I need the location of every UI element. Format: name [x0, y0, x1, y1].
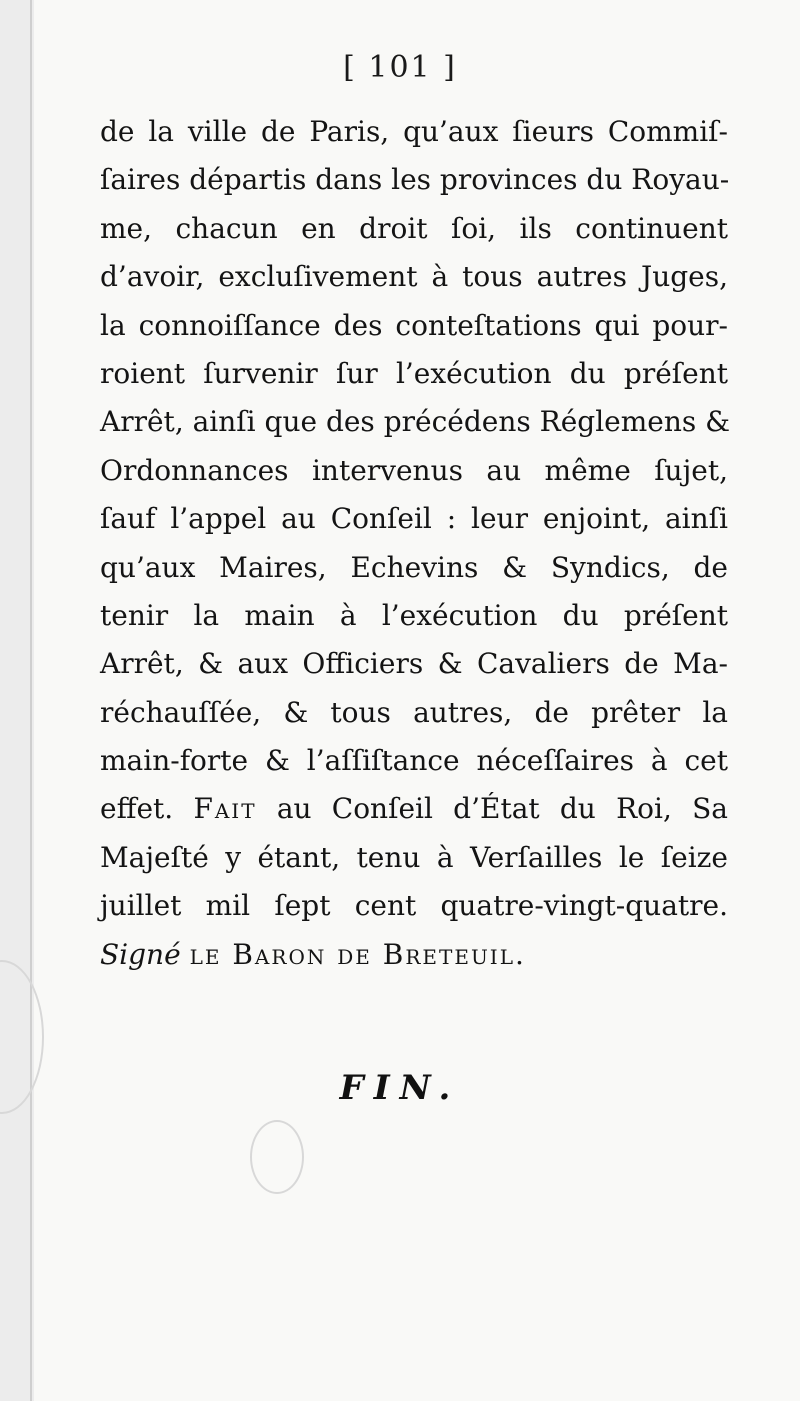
- signatory-name: le Baron de Breteuil.: [189, 937, 526, 971]
- text-line-13: réchauſſée, & tous autres, de prêter la: [100, 695, 728, 729]
- text-line-6: roient ſurvenir ſur l’exécution du préſent: [100, 356, 728, 390]
- text-line-16: Majeſté y étant, tenu à Verſailles le ſeize: [100, 840, 728, 874]
- line15-pre: effet.: [100, 792, 174, 826]
- fait-word: Fait: [193, 792, 257, 826]
- text-line-7: Arrêt, ainſi que des précédens Réglemens &: [100, 405, 731, 439]
- text-line-8: Ordonnances intervenus au même ſujet,: [100, 453, 728, 487]
- page-number: [ 101 ]: [343, 50, 457, 85]
- text-line-14: main-forte & l’aſſiſtance néceſſaires à cet: [100, 744, 728, 778]
- text-line-9: ſauf l’appel au Conſeil : leur enjoint, ainſi: [100, 502, 728, 536]
- text-line-17: juillet mil ſept cent quatre-vingt-quatre.: [100, 889, 728, 923]
- gutter-line: [30, 0, 32, 1401]
- text-line-11: tenir la main à l’exécution du préſent: [100, 598, 728, 632]
- signature-line: [100, 931, 728, 979]
- page-gutter: [0, 0, 34, 1401]
- text-line-3: me, chacun en droit ſoi, ils continuent: [100, 211, 728, 245]
- line15-post: au Conſeil d’État du Roi, Sa: [276, 792, 728, 826]
- text-line-1: de la ville de Paris, qu’aux ſieurs Commiſ-: [100, 115, 728, 148]
- text-line-15: [100, 785, 728, 833]
- text-line-4: d’avoir, excluſivement à tous autres Juges,: [100, 260, 728, 294]
- body-text: [100, 108, 731, 979]
- text-line-10: qu’aux Maires, Echevins & Syndics, de: [100, 550, 728, 584]
- paper-stain-2: [250, 1120, 304, 1194]
- text-line-2: ſaires départis dans les provinces du Royau-: [100, 163, 730, 197]
- signe-word: Signé: [100, 937, 181, 971]
- text-line-12: Arrêt, & aux Officiers & Cavaliers de Ma-: [100, 647, 728, 681]
- fin-heading: FIN.: [339, 1068, 461, 1108]
- text-line-5: la connoiſſance des conteſtations qui pour-: [100, 308, 728, 342]
